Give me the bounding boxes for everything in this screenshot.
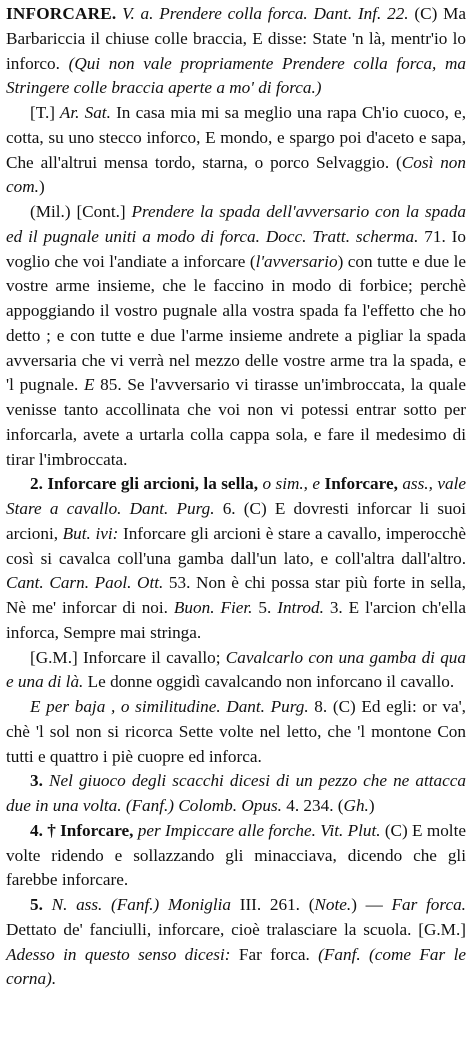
- citation-text: 8. (C) Ed egli: or va', chè 'l sol non si ricorca Sette volte nel letto, che 'l montone Con tutti e quattro i piè cuopre ed inforca.: [6, 697, 466, 766]
- citation-text: Far forca.: [230, 944, 319, 964]
- citation-text: 4. 234. (: [281, 796, 344, 815]
- definition-text: per Impiccare alle forche. Vit. Plut.: [133, 820, 381, 840]
- sense-number: 4. † Inforcare,: [30, 820, 134, 840]
- entry-main-definition: [6, 2, 466, 101]
- citation-text: 85. Se l'avversario vi tirasse un'imbroccata, la quale venisse tanto accollinata che voi non vi potessi entrar sotto per inforcarla, avete a urtarla colla cappa sola, e fare il medesimo di tirar l'imbroccata.: [6, 375, 467, 469]
- citation-text: (C) Ma Barbariccia il chiuse colle braccia, E disse: State 'n là, mentr'io lo inforco.: [6, 4, 466, 73]
- citation-text: 53. Non è chi possa star più forte in sella, Nè me' inforcar di noi.: [6, 573, 466, 617]
- source-tag: [G.M.]: [418, 919, 466, 939]
- citation-text: Inforcare il cavallo;: [77, 647, 226, 667]
- citation-text: III. 261. (: [231, 895, 315, 914]
- entry-sense-5: [6, 893, 466, 992]
- source-cite: Ar. Sat.: [54, 103, 111, 122]
- citation-text: Inforcare gli arcioni è stare a cavallo, imperocchè così si cavalca coll'una gamba dall'un lato, e coll'altra dall'altro.: [6, 523, 466, 568]
- definition-text: Cavalcarlo con una gamba di qua e una di là.: [6, 647, 466, 692]
- sense-number: 3.: [30, 771, 43, 791]
- definition-text: V. a. Prendere colla forca. Dant. Inf. 22.: [116, 4, 409, 23]
- citation-text: Le donne oggidì cavalcando non inforcano il cavallo.: [83, 672, 455, 692]
- citation-text: ): [38, 177, 45, 197]
- citation-text: ) —: [351, 895, 392, 914]
- source-cite: Note.: [314, 895, 352, 914]
- sense-phrase: Inforcare,: [324, 474, 398, 494]
- definition-text: Far forca.: [391, 895, 466, 914]
- citation-text: 3. E l'arcion ch'ella inforca, Sempre mai stringa.: [6, 598, 467, 642]
- entry-sense-horse: [6, 646, 466, 696]
- entry-sense-figurative: [6, 695, 466, 769]
- source-cite: Introd.: [277, 598, 324, 617]
- definition-text: Adesso in questo senso dicesi:: [6, 944, 231, 964]
- citation-text: Dettato de' fanciulli, inforcare, cioè tralasciare la scuola.: [6, 919, 419, 939]
- definition-text: o sim.,: [258, 474, 308, 494]
- entry-sense-3: [6, 769, 466, 819]
- citation-text: 71. Io voglio che voi l'andiate a inforcare (: [6, 226, 466, 271]
- entry-citation-ariosto: [6, 101, 466, 200]
- definition-text: E per baja , o similitudine. Dant. Purg.: [30, 697, 309, 716]
- source-cite: Cant. Carn. Paol. Ott.: [6, 573, 164, 593]
- editorial-note: l'avversario: [255, 251, 338, 271]
- entry-headword: INFORCARE.: [6, 4, 117, 23]
- definition-text: N. ass. (Fanf.) Moniglia: [42, 895, 231, 914]
- definition-text: e: [307, 474, 325, 494]
- citation-text: ) con tutte e due le vostre arme insieme, che le faccino in modo di forbice; perchè appoggiando il vostro pugnale alla vostra spada fa l'effetto che ho detto ; e con tutte e due l'arme insieme andrete a pigliar la spada avversaria che vi verrà nel mezzo delle vostre arme tra la spada, e 'l pugnale.: [6, 251, 467, 395]
- source-cite: Buon. Fier.: [173, 598, 253, 617]
- entry-sense-2: [6, 472, 466, 645]
- source-cite: But. ivi:: [62, 523, 119, 543]
- definition-text: Nel giuoco degli scacchi dicesi di un pezzo che ne attacca due in una volta. (Fanf.) Colomb. Opus.: [6, 771, 466, 815]
- citation-text: ): [368, 796, 375, 815]
- definition-text: ass., vale Stare a cavallo. Dant. Purg.: [6, 474, 466, 518]
- sense-number: 2.: [30, 474, 43, 494]
- source-tag: [T.]: [30, 103, 55, 122]
- entry-sense-military: [6, 200, 466, 472]
- source-tag: (Mil.) [Cont.]: [30, 202, 126, 221]
- sense-phrase: Inforcare gli arcioni, la sella,: [42, 474, 259, 494]
- source-tag: [G.M.]: [30, 647, 78, 667]
- citation-text: (C) E molte volte ridendo e sollazzando gli minacciava, dicendo che gli farebbe inforcare.: [6, 820, 466, 890]
- editorial-note: Così non com.: [6, 152, 466, 197]
- citation-text: In casa mia mi sa meglio una rapa Ch'io cuoco, e, cotta, su uno stecco inforco, E mondo, e spargo poi d'aceto e sapa, Che all'altrui mensa tordo, starna, o porco Selvaggio. (: [6, 103, 466, 172]
- editorial-note: (Qui non vale propriamente Prendere colla forca, ma Stringere colle braccia aperte a mo' di forca.): [6, 53, 466, 98]
- source-cite: (Fanf. (come Far le corna).: [6, 944, 466, 989]
- sense-number: 5.: [30, 895, 43, 914]
- definition-text: Prendere la spada dell'avversario con la spada ed il pugnale uniti a modo di forca. Docc. Tratt. scherma.: [6, 202, 467, 246]
- source-cite: Gh.: [343, 796, 369, 815]
- citation-text: 5.: [252, 598, 278, 617]
- source-cite: E: [83, 375, 95, 395]
- citation-text: 6. (C) E dovresti inforcar li suoi arcioni,: [6, 499, 466, 543]
- entry-sense-4: [6, 819, 466, 893]
